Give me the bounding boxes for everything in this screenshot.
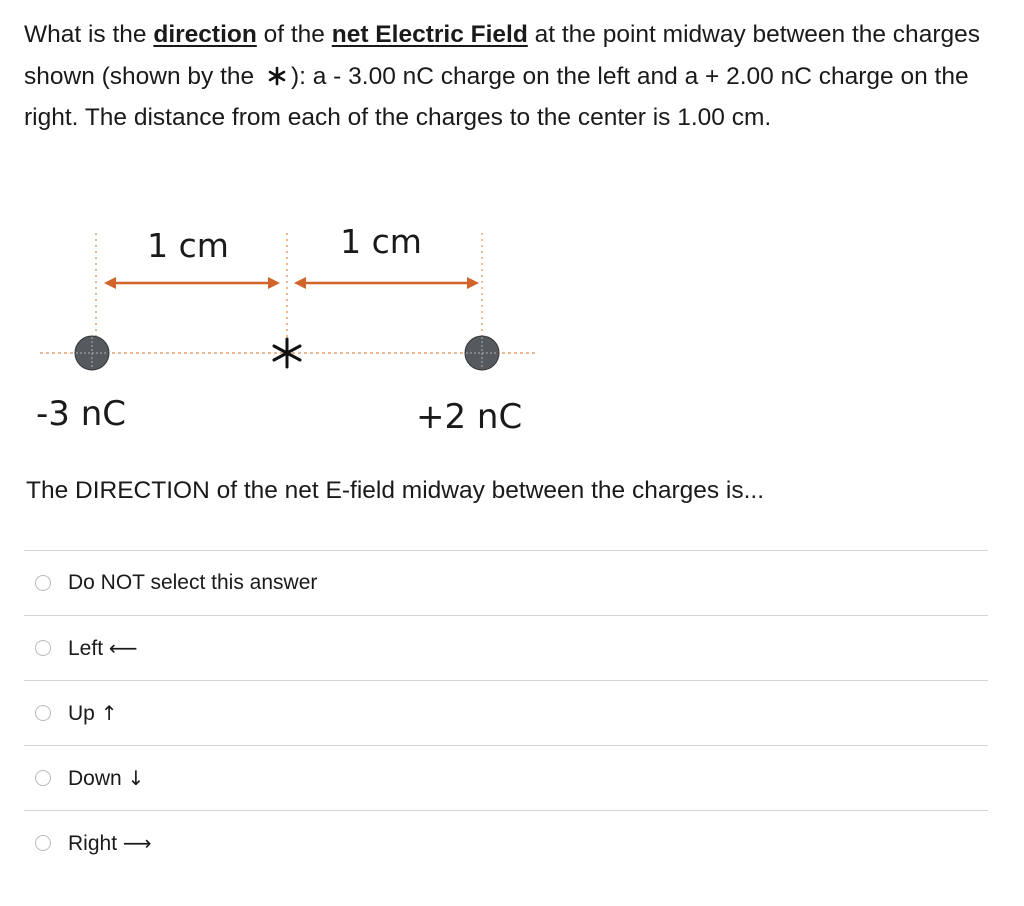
option-do-not-select[interactable] bbox=[24, 550, 988, 615]
left-charge-label: -3 nC bbox=[36, 394, 126, 434]
option-up[interactable] bbox=[24, 680, 988, 745]
question-part-1: What is the bbox=[24, 21, 154, 48]
left-distance-arrow bbox=[104, 277, 280, 289]
question-part-3: at the point midway between the charges shown (shown by the bbox=[24, 21, 980, 90]
option-right[interactable] bbox=[24, 810, 988, 875]
question-part-4: ): a - 3.00 nC charge on the left and a + 2.00 nC charge on the right. The distance from each of the charges to the center is 1.00 cm. bbox=[24, 62, 969, 131]
question-text bbox=[24, 14, 999, 139]
up-arrow-icon: ↑ bbox=[100, 701, 118, 725]
positive-charge-marker bbox=[465, 336, 499, 370]
option-label bbox=[68, 698, 117, 729]
option-label bbox=[68, 633, 138, 664]
option-text: Right bbox=[68, 832, 123, 855]
down-arrow-icon: ↓ bbox=[127, 766, 145, 790]
option-left[interactable] bbox=[24, 615, 988, 680]
option-text: Down bbox=[68, 767, 128, 790]
left-arrow-icon: ⟵ bbox=[108, 636, 138, 660]
option-label bbox=[68, 828, 152, 859]
negative-charge-marker bbox=[75, 336, 109, 370]
midpoint-asterisk-icon bbox=[274, 339, 300, 367]
right-distance-label: 1 cm bbox=[340, 222, 422, 261]
option-text: Do NOT select this answer bbox=[68, 571, 318, 594]
right-distance-arrow bbox=[294, 277, 479, 289]
option-text: Up bbox=[68, 702, 101, 725]
option-down[interactable] bbox=[24, 745, 988, 810]
option-label bbox=[68, 568, 317, 598]
answer-options bbox=[24, 550, 988, 875]
answer-prompt: The DIRECTION of the net E-field midway between the charges is... bbox=[26, 477, 765, 504]
asterisk-marker-icon bbox=[267, 66, 287, 86]
option-text: Left bbox=[68, 637, 109, 660]
left-distance-label: 1 cm bbox=[147, 226, 229, 265]
radio-button[interactable] bbox=[35, 770, 51, 786]
radio-button[interactable] bbox=[35, 575, 51, 591]
keyword-direction: direction bbox=[153, 21, 257, 48]
radio-button[interactable] bbox=[35, 835, 51, 851]
right-charge-label: +2 nC bbox=[416, 397, 523, 437]
keyword-net-electric-field: net Electric Field bbox=[331, 21, 528, 48]
charge-diagram bbox=[0, 215, 560, 445]
right-arrow-icon: ⟶ bbox=[122, 831, 152, 855]
radio-button[interactable] bbox=[35, 640, 51, 656]
radio-button[interactable] bbox=[35, 705, 51, 721]
option-label bbox=[68, 763, 144, 794]
question-part-2: of the bbox=[256, 21, 332, 48]
